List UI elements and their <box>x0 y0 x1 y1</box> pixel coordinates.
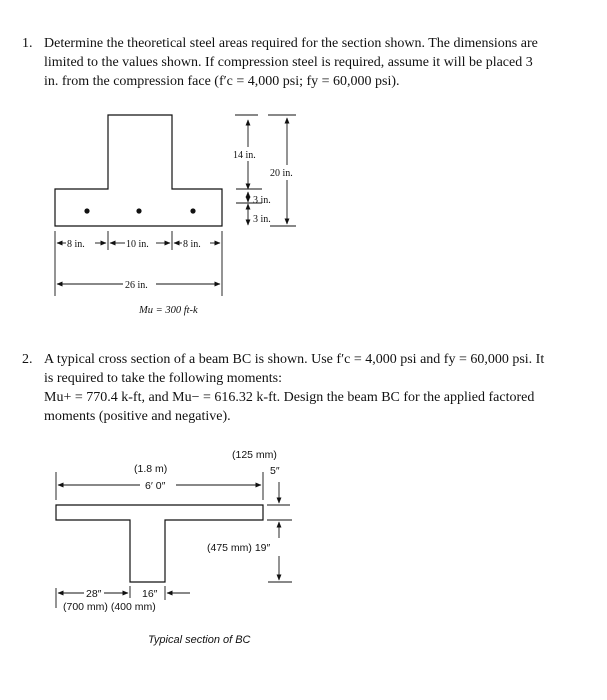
web-height-label: (475 mm) 19″ <box>207 542 271 554</box>
dim-20-label: 20 in. <box>270 168 293 179</box>
figure-caption: Typical section of BC <box>148 634 251 646</box>
problem-2-line-2: is required to take the following moments: <box>44 371 282 386</box>
overhang-label: 28″ <box>86 588 102 600</box>
problem-1-number: 1. <box>22 36 33 51</box>
bottom-metric-label: (700 mm) (400 mm) <box>63 601 156 613</box>
problem-1-line-3: in. from the compression face (f′c = 4,000 psi; fy = 60,000 psi). <box>44 74 400 89</box>
problem-2-line-1: A typical cross section of a beam BC is shown. Use f′c = 4,000 psi and fy = 60,000 psi. It <box>44 352 545 367</box>
problem-2-line-4: moments (positive and negative). <box>44 409 231 424</box>
moment-label: Mu = 300 ft-k <box>139 305 198 316</box>
dim-8a-label: 8 in. <box>67 239 85 250</box>
dim-14-label: 14 in. <box>233 150 256 161</box>
dim-flange <box>267 482 292 520</box>
width-metric-label: (1.8 m) <box>134 463 168 475</box>
dim-3b-label: 3 in. <box>253 214 271 225</box>
problem-2-number: 2. <box>22 352 33 367</box>
dim-web-height <box>268 522 292 582</box>
web-width-label: 16″ <box>142 588 158 600</box>
dim-8b-label: 8 in. <box>183 239 201 250</box>
problem-1-line-2: limited to the values shown. If compression steel is required, assume it will be placed 3 <box>44 55 533 70</box>
dim-10-label: 10 in. <box>126 239 149 250</box>
dim-26-label: 26 in. <box>125 280 148 291</box>
flange-metric-label: (125 mm) <box>232 449 277 461</box>
problem-2-line-3: Mu+ = 770.4 k-ft, and Mu− = 616.32 k-ft. Design the beam BC for the applied factored <box>44 390 535 405</box>
flange-imperial-label: 5″ <box>270 465 280 477</box>
width-imperial-label: 6′ 0″ <box>145 480 166 492</box>
dim-3a-label: 3 in. <box>253 195 271 206</box>
problem-1-line-1: Determine the theoretical steel areas required for the section shown. The dimensions are <box>44 36 538 51</box>
